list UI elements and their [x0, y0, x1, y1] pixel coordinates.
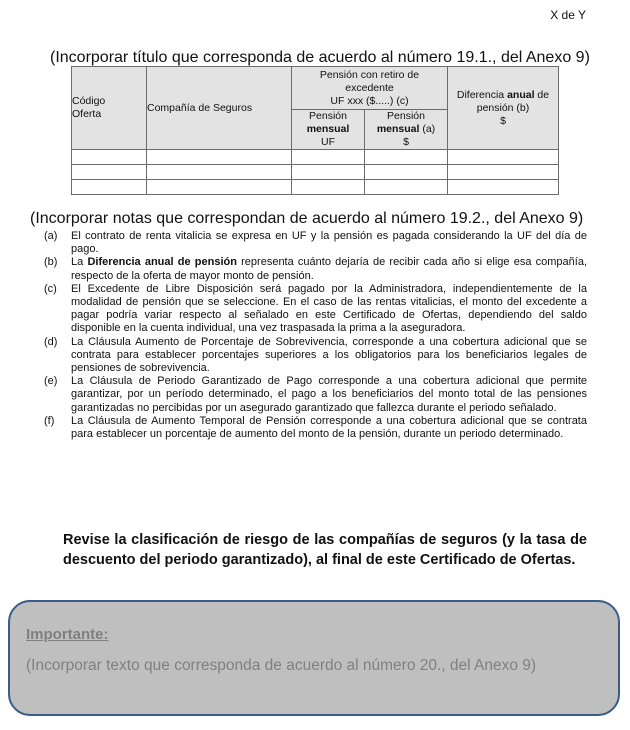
- table-row: [72, 180, 559, 195]
- note-text: El contrato de renta vitalicia se expresa en UF y la pensión es pagada considerando la UF del día de pago.: [71, 230, 587, 256]
- note-letter: (e): [44, 375, 58, 388]
- note-letter: (f): [44, 414, 55, 427]
- table-cell: [448, 150, 559, 165]
- note-b: [44, 256, 587, 282]
- table-title: (Incorporar título que corresponda de acuerdo al número 19.1., del Anexo 9): [50, 49, 590, 66]
- note-text: La Cláusula de Aumento Temporal de Pensión corresponde a una cobertura adicional que se contrata para establecer un porcentaje de aumento del monto de la pensión, durante un periodo determinado.: [71, 414, 587, 441]
- note-text: El Excedente de Libre Disposición será pagado por la Administradora, independientemente de la modalidad de pensión que se seleccione. En el caso de las rentas vitalicias, el monto del excedente a pagar podría variar respecto al señalado en este Certificado de Ofertas, dependiendo del saldo disponible en la cuenta individual, una vez traspasada la prima a la aseguradora.: [71, 282, 587, 335]
- header-pension-mensual-pesos: Pensión mensual (a) $: [365, 110, 448, 150]
- important-text: (Incorporar texto que corresponda de acuerdo al número 20., del Anexo 9): [26, 657, 537, 674]
- table-cell: [292, 165, 365, 180]
- note-e: [44, 375, 587, 415]
- table-cell: [72, 150, 147, 165]
- note-letter: (d): [44, 335, 58, 348]
- table-cell: [448, 165, 559, 180]
- offers-table: [71, 66, 559, 195]
- note-text: La Cláusula Aumento de Porcentaje de Sobrevivencia, corresponde a una cobertura adicional que se contrata para establecer porcentajes superiores a los obligatorios para los beneficiarios legales de pensiones de sobrevivencia.: [71, 335, 587, 375]
- important-title: Importante:: [26, 626, 109, 643]
- note-letter: (c): [44, 282, 57, 295]
- table-cell: [365, 165, 448, 180]
- table-row: [72, 150, 559, 165]
- table-cell: [365, 180, 448, 195]
- notes-title: (Incorporar notas que correspondan de acuerdo al número 19.2., del Anexo 9): [30, 210, 584, 227]
- note-d: [44, 336, 587, 376]
- risk-classification-advice: Revise la clasificación de riesgo de las compañías de seguros (y la tasa de descuento del periodo garantizado), al final de este Certificado de Ofertas.: [63, 532, 587, 568]
- table-cell: [292, 150, 365, 165]
- note-letter: (a): [44, 230, 58, 242]
- header-pension-mensual-uf: Pensión mensual UF: [292, 110, 365, 150]
- table-cell: [292, 180, 365, 195]
- table-cell: [72, 165, 147, 180]
- table-cell: [147, 180, 292, 195]
- note-letter: (b): [44, 256, 58, 269]
- table-cell: [72, 180, 147, 195]
- table-cell: [147, 150, 292, 165]
- header-diferencia-anual: Diferencia anual de pensión (b) $: [448, 67, 559, 150]
- header-pension-retiro-excedente: Pensión con retiro de excedente UF xxx ($.....) (c): [292, 67, 448, 110]
- header-codigo-oferta: Código Oferta: [72, 67, 147, 150]
- page-number: X de Y: [550, 8, 586, 22]
- note-f: [44, 415, 587, 441]
- table-cell: [448, 180, 559, 195]
- notes-list: [44, 230, 587, 441]
- table-row: [72, 165, 559, 180]
- table-cell: [147, 165, 292, 180]
- note-text: La Cláusula de Periodo Garantizado de Pago corresponde a una cobertura adicional que permite garantizar, por un período determinado, el pago a los beneficiarios del monto total de las pensiones garantizadas no percibidas por un asegurado garantizado que fallezca durante el periodo señalado.: [71, 375, 587, 414]
- table-cell: [365, 150, 448, 165]
- note-a: [44, 230, 587, 256]
- note-text: La Diferencia anual de pensión representa cuánto dejaría de recibir cada año si elige esa compañía, respecto de la oferta de mayor monto de pensión.: [71, 256, 588, 282]
- header-compania: Compañía de Seguros: [147, 67, 292, 150]
- note-c: [44, 283, 587, 336]
